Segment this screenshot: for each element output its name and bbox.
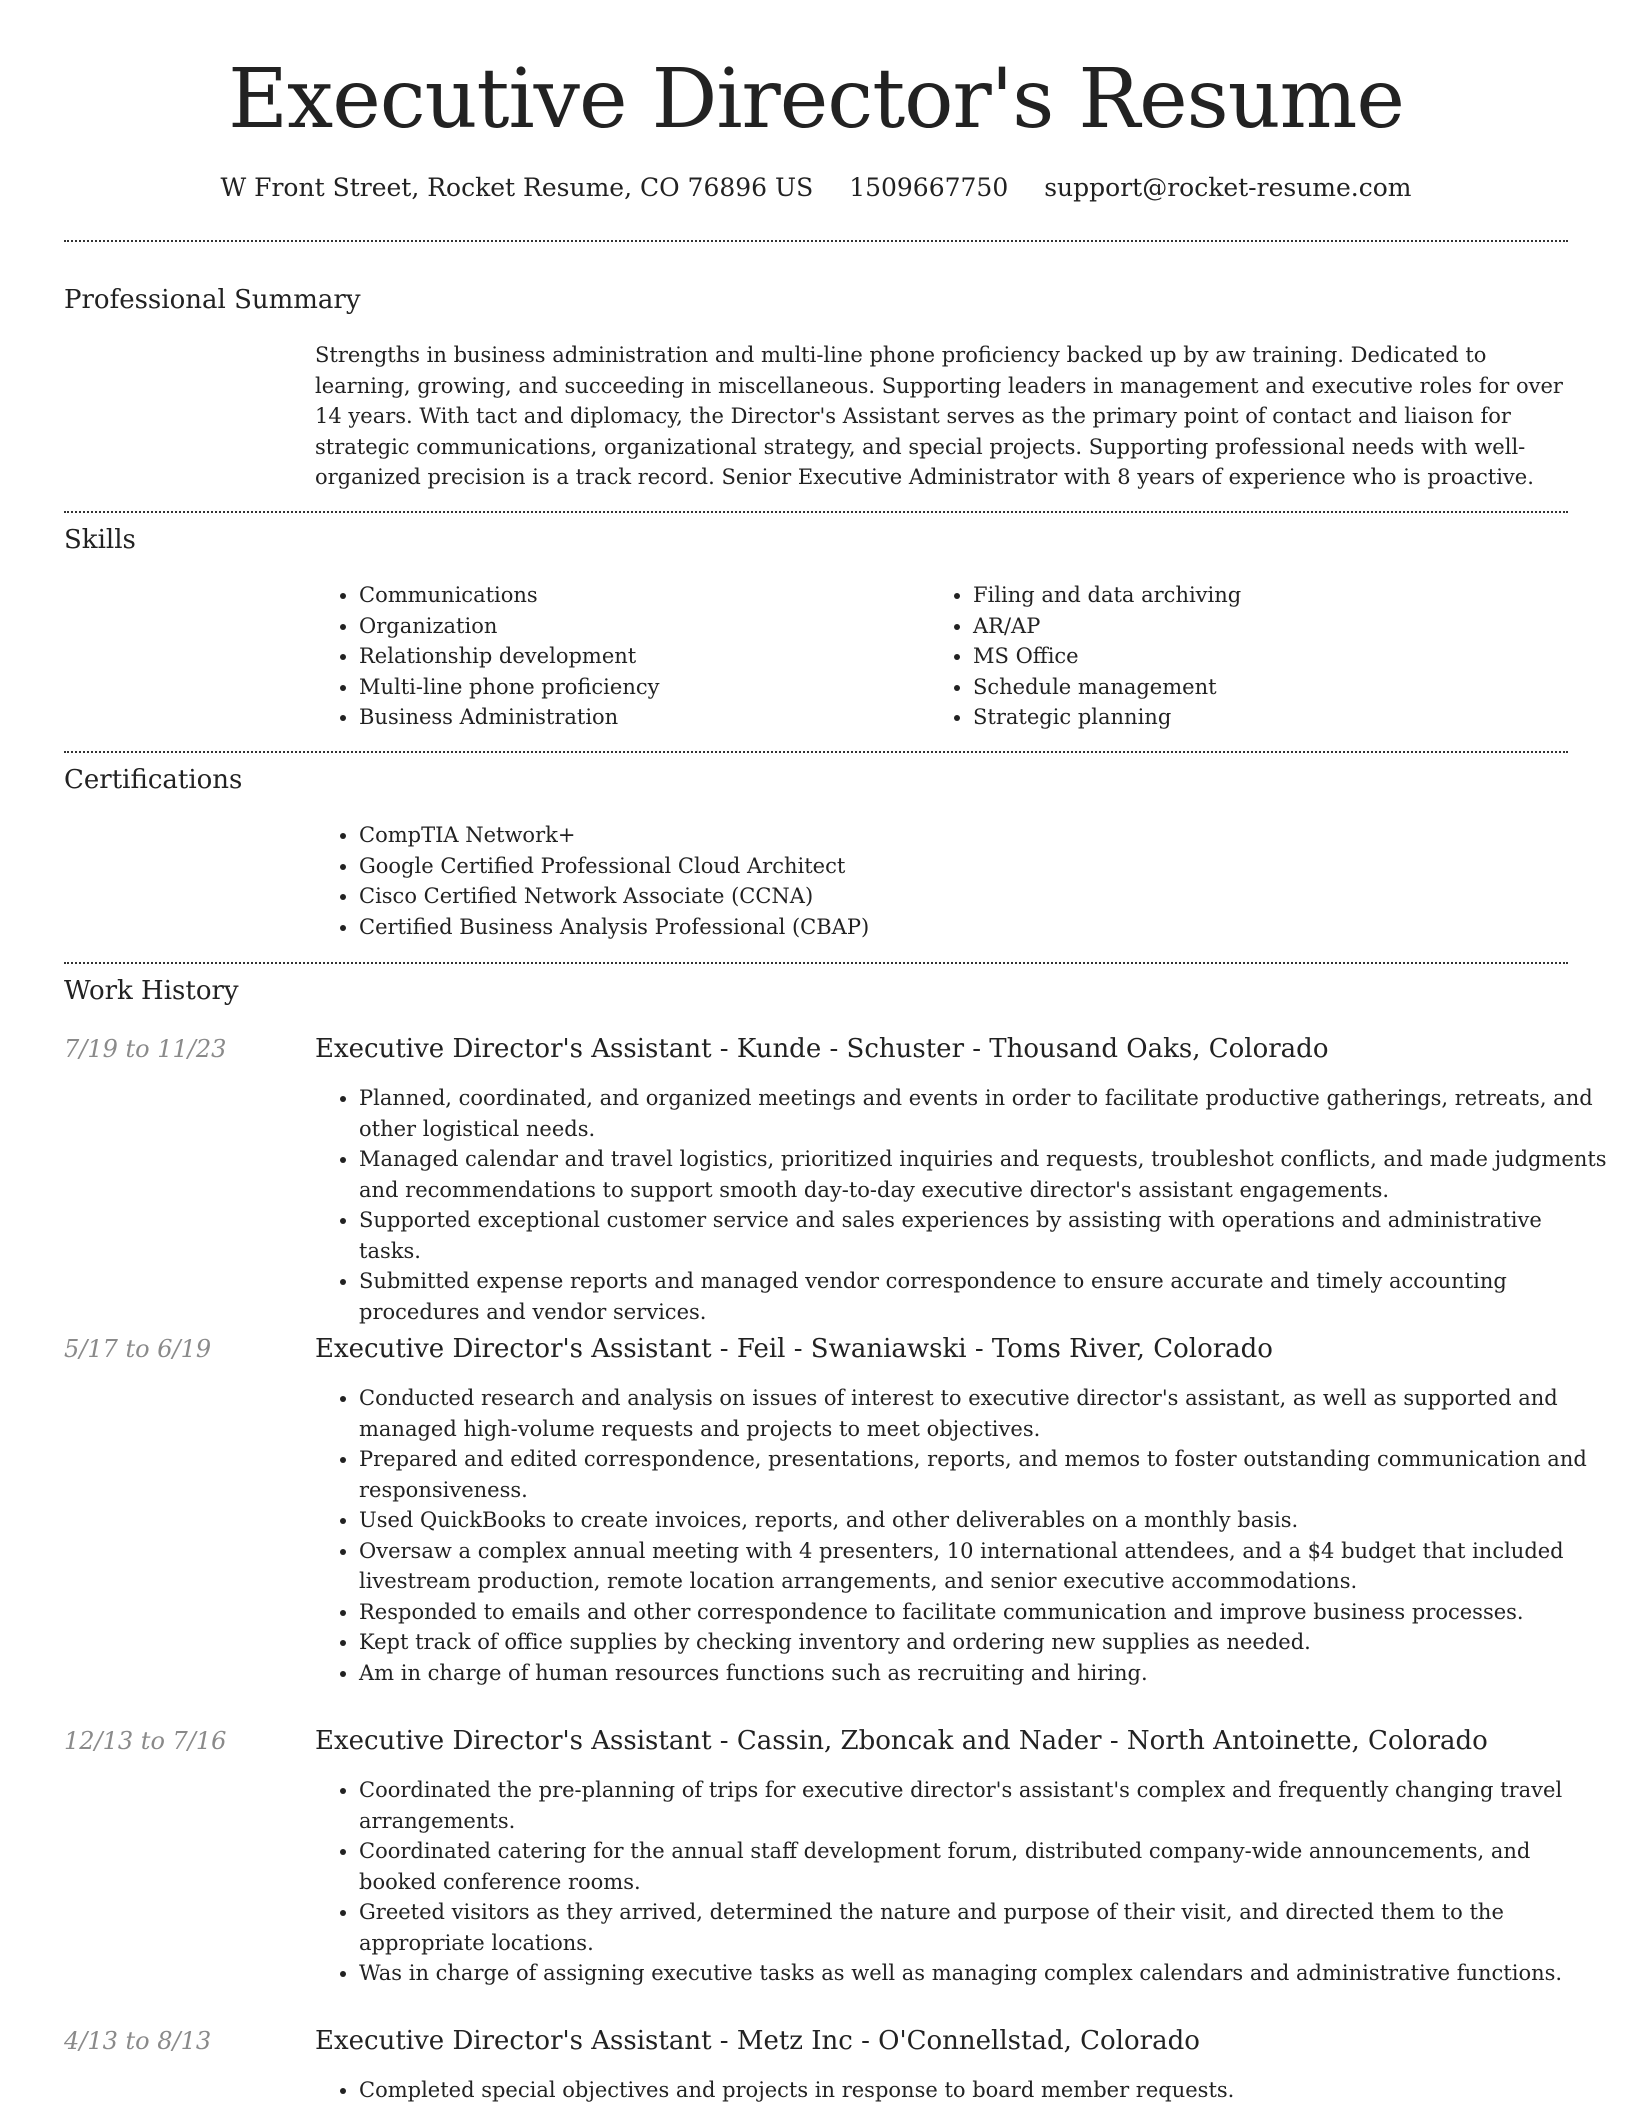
job-dates: 5/17 to 6/19	[64, 1335, 212, 1363]
job-bullet: • Kept track of office supplies by checking inventory and ordering new supplies as needed.	[359, 1627, 1609, 1658]
job-bullet: • Used QuickBooks to create invoices, reports, and other deliverables on a monthly basis.	[359, 1505, 1609, 1536]
certification-item: • Certified Business Analysis Professional (CBAP)	[359, 912, 1559, 943]
certification-item: • CompTIA Network+	[359, 820, 1559, 851]
job-bullet: • Coordinated catering for the annual staff development forum, distributed company-wide announcements, and booked conference rooms.	[359, 1836, 1609, 1897]
certification-item: • Cisco Certified Network Associate (CCNA)	[359, 881, 1559, 912]
job-bullet: • Completed special objectives and projects in response to board member requests.	[359, 2075, 1609, 2106]
certification-item: • Google Certified Professional Cloud Architect	[359, 851, 1559, 882]
job-bullets	[315, 1083, 1609, 1327]
divider	[64, 962, 1568, 964]
contact-line	[0, 170, 1632, 206]
work-history-heading: Work History	[64, 976, 239, 1006]
skill-item: • MS Office	[973, 641, 1573, 672]
contact-phone: 1509667750	[849, 173, 1009, 202]
job-dates: 7/19 to 11/23	[64, 1035, 227, 1063]
job-bullet: • Oversaw a complex annual meeting with 4 presenters, 10 international attendees, and a $4 budget that included livestream production, remote location arrangements, and senior executive accommodations.	[359, 1536, 1609, 1597]
job-bullet: • Prepared and edited correspondence, presentations, reports, and memos to foster outstanding communication and responsiveness.	[359, 1444, 1609, 1505]
job-dates: 12/13 to 7/16	[64, 1727, 227, 1755]
skill-item: • Strategic planning	[973, 702, 1573, 733]
resume-title: Executive Director's Resume	[228, 52, 1404, 147]
certifications-heading: Certifications	[64, 765, 243, 795]
skill-item: • Multi-line phone proficiency	[359, 672, 919, 703]
job-title: Executive Director's Assistant - Feil - Swaniawski - Toms River, Colorado	[315, 1334, 1273, 1364]
job-bullets	[315, 1383, 1609, 1688]
contact-address: W Front Street, Rocket Resume, CO 76896 US	[220, 173, 814, 202]
summary-text: Strengths in business administration and multi-line phone proficiency backed up by aw training. Dedicated to learning, growing, and succeeding in miscellaneous. Supporting leaders in management and executive roles for over 14 years. With tact and diplomacy, the Director's Assistant serves as the primary point of contact and liaison for strategic communications, organizational strategy, and special projects. Supporting professional needs with well-organized precision is a track record. Senior Executive Administrator with 8 years of experience who is proactive.	[315, 343, 1563, 489]
skills-list-right	[929, 580, 1573, 733]
job-bullets	[315, 1775, 1609, 1989]
job-bullet: • Coordinated the pre-planning of trips for executive director's assistant's complex and frequently changing travel arrangements.	[359, 1775, 1609, 1836]
skill-item: • Organization	[359, 611, 919, 642]
job-bullet: • Conducted research and analysis on issues of interest to executive director's assistant, as well as supported and managed high-volume requests and projects to meet objectives.	[359, 1383, 1609, 1444]
job-bullet: • Supported exceptional customer service and sales experiences by assisting with operations and administrative tasks.	[359, 1205, 1609, 1266]
skills-list-left	[315, 580, 919, 733]
job-bullet: • Greeted visitors as they arrived, determined the nature and purpose of their visit, and directed them to the appropriate locations.	[359, 1897, 1609, 1958]
job-title: Executive Director's Assistant - Kunde - Schuster - Thousand Oaks, Colorado	[315, 1034, 1329, 1064]
divider	[64, 751, 1568, 753]
summary-heading: Professional Summary	[64, 285, 361, 315]
job-bullet: • Managed calendar and travel logistics, prioritized inquiries and requests, troubleshot conflicts, and made judgments and recommendations to support smooth day-to-day executive director's assistant engagements.	[359, 1144, 1609, 1205]
job-title: Executive Director's Assistant - Metz Inc - O'Connellstad, Colorado	[315, 2026, 1200, 2056]
job-bullet: • Responded to emails and other correspondence to facilitate communication and improve business processes.	[359, 1597, 1609, 1628]
skill-item: • Communications	[359, 580, 919, 611]
job-bullet: • Planned, coordinated, and organized meetings and events in order to facilitate productive gatherings, retreats, and other logistical needs.	[359, 1083, 1609, 1144]
skill-item: • AR/AP	[973, 611, 1573, 642]
job-bullet: • Submitted expense reports and managed vendor correspondence to ensure accurate and timely accounting procedures and vendor services.	[359, 1266, 1609, 1327]
contact-email: support@rocket-resume.com	[1044, 173, 1412, 202]
skill-item: • Schedule management	[973, 672, 1573, 703]
skill-item: • Business Administration	[359, 702, 919, 733]
skill-item: • Filing and data archiving	[973, 580, 1573, 611]
job-title: Executive Director's Assistant - Cassin, Zboncak and Nader - North Antoinette, Colorado	[315, 1726, 1488, 1756]
skill-item: • Relationship development	[359, 641, 919, 672]
certifications-list	[315, 820, 1559, 942]
job-bullet: • Was in charge of assigning executive tasks as well as managing complex calendars and administrative functions.	[359, 1958, 1609, 1989]
divider	[64, 240, 1568, 242]
divider	[64, 511, 1568, 513]
job-bullet: • Am in charge of human resources functions such as recruiting and hiring.	[359, 1658, 1609, 1689]
job-dates: 4/13 to 8/13	[64, 2027, 212, 2055]
skills-heading: Skills	[64, 525, 136, 555]
job-bullets	[315, 2075, 1609, 2106]
